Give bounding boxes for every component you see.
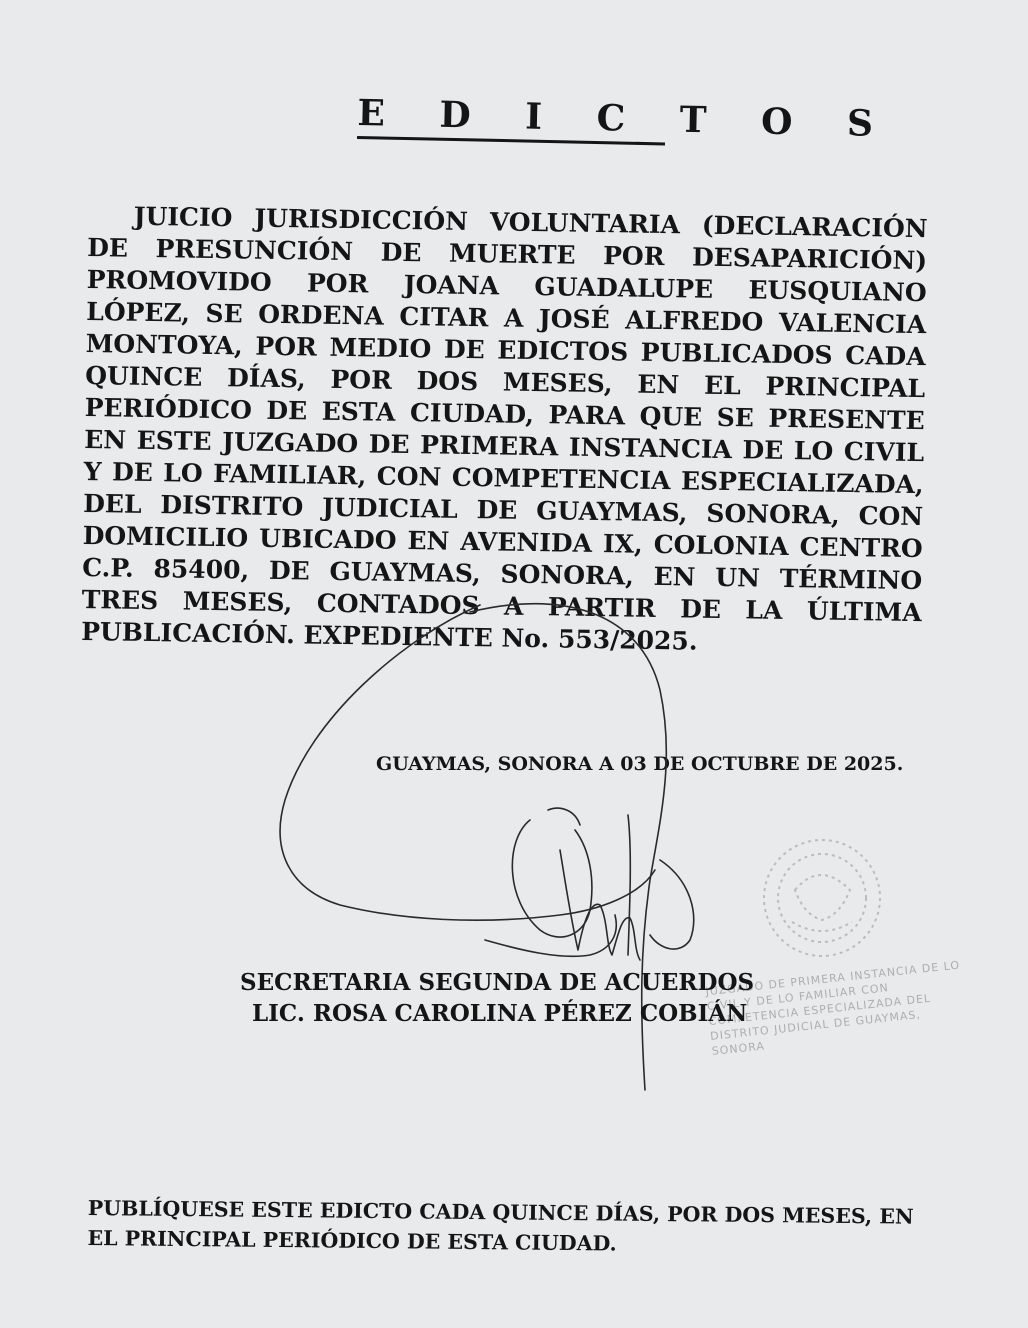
seal-inscription: JUZGADO DE PRIMERA INSTANCIA DE LO CIVIL Y DE LO FAMILIAR CON COMPETENCIA ESPECIALIZADA DEL DISTRITO JUDICIAL DE GUAYMAS, SONORA	[704, 958, 961, 1058]
date-line: GUAYMAS, SONORA A 03 DE OCTUBRE DE 2025.	[376, 753, 904, 775]
publication-instruction: PUBLÍQUESE ESTE EDICTO CADA QUINCE DÍAS, POR DOS MESES, EN EL PRINCIPAL PERIÓDICO DE ESTA CIUDAD.	[87, 1195, 914, 1256]
expediente-number: EXPEDIENTE No. 553/2025.	[303, 620, 698, 656]
edict-body-text: JUICIO JURISDICCIÓN VOLUNTARIA (DECLARACIÓN DE PRESUNCIÓN DE MUERTE POR DESAPARICIÓN) PROMOVIDO POR JOANA GUADALUPE EUSQUIANO LÓPEZ, SE ORDENA CITAR A JOSÉ ALFREDO VALENCIA MONTOYA, POR MEDIO DE EDICTOS PUBLICADOS CADA QUINCE DÍAS, POR DOS MESES, EN EL PRINCIPAL PERIÓDICO DE ESTA CIUDAD, PARA QUE SE PRESENTE EN ESTE JUZGADO DE PRIMERA INSTANCIA DE LO CIVIL Y DE LO FAMILIAR, CON COMPETENCIA ESPECIALIZADA, DEL DISTRITO JUDICIAL DE GUAYMAS, SONORA, CON DOMICILIO UBICADO EN AVENIDA IX, COLONIA CENTRO C.P. 85400, DE GUAYMAS, SONORA, EN UN TÉRMINO TRES MESES, CONTADOS A PARTIR DE LA ÚLTIMA PUBLICACIÓN.	[80, 201, 928, 650]
signer-name: LIC. ROSA CAROLINA PÉREZ COBIÁN	[252, 1000, 748, 1027]
signer-role: SECRETARIA SEGUNDA DE ACUERDOS	[240, 969, 755, 996]
document-title: E D I C T O S	[357, 92, 895, 146]
signature-block	[240, 967, 754, 1029]
edict-body	[81, 200, 928, 661]
